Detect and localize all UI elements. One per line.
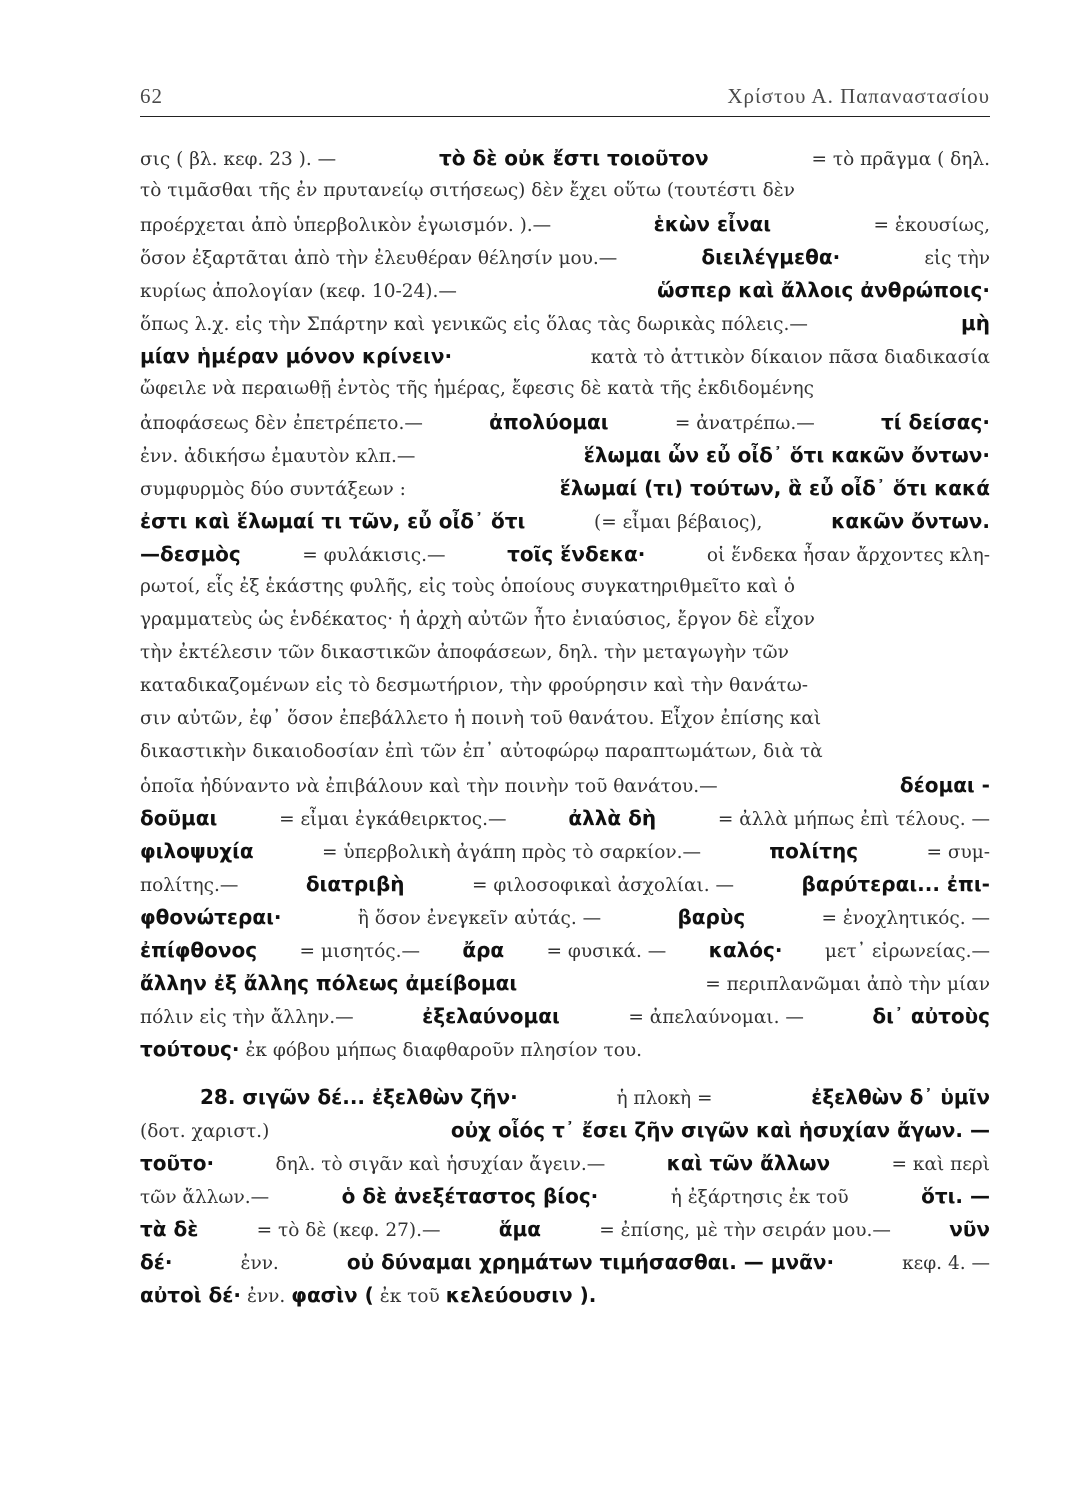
page-header xyxy=(140,82,990,112)
lemma-text: ἕλωμαί (τι) τούτων, ἃ εὖ οἶδ᾽ ὅτι κακά xyxy=(559,476,990,500)
gloss-text: κεφ. 4. — xyxy=(902,1253,990,1274)
gloss-text: = περιπλανῶμαι ἀπὸ τὴν μίαν xyxy=(705,974,990,995)
text-line xyxy=(140,142,990,174)
gloss-text: ὤφειλε νὰ περαιωθῇ ἐντὸς τῆς ἡμέρας, ἔφεσις δὲ κατὰ τῆς ἐκδιδομένης xyxy=(140,378,814,399)
gloss-text: = ἐνοχλητικός. — xyxy=(821,908,990,929)
lemma-text: ὥσπερ καὶ ἄλλοις ἀνθρώποις· xyxy=(657,278,990,302)
gloss-text: καταδικαζομένων εἰς τὸ δεσμωτήριον, τὴν φρούρησιν καὶ τὴν θανάτω- xyxy=(140,675,809,696)
gloss-text: σις ( βλ. κεφ. 23 ). — xyxy=(140,149,337,170)
page-number: 62 xyxy=(140,84,163,108)
lemma-text: τί δείσας· xyxy=(881,410,990,434)
lemma-text: 28. σιγῶν δέ... ἐξελθὼν ζῆν· xyxy=(200,1085,518,1109)
text-line xyxy=(140,703,990,735)
gloss-text: ὅσον ἐξαρτᾶται ἀπὸ τὴν ἐλευθέραν θέλησίν μου.— xyxy=(140,248,618,269)
gloss-text: ἐνν. ἀδικήσω ἐμαυτὸν κλπ.— xyxy=(140,446,416,467)
gloss-text: = φυλάκισις.— xyxy=(302,545,446,566)
text-line xyxy=(140,208,990,240)
text-line xyxy=(140,1147,990,1179)
gloss-text: = εἶμαι ἐγκάθειρκτος.— xyxy=(279,809,507,830)
lemma-text: δέ· xyxy=(140,1250,173,1274)
lemma-text: διατριβὴ xyxy=(305,872,405,896)
text-line xyxy=(140,835,990,867)
lemma-text: ἄρα xyxy=(462,938,505,962)
lemma-text: νῦν xyxy=(949,1217,990,1241)
lemma-text: ἀπολύομαι xyxy=(489,410,609,434)
lemma-text: ἐπίφθονος xyxy=(140,938,258,962)
gloss-text: = ἑκουσίως, xyxy=(873,215,990,236)
lemma-text: μὴ xyxy=(961,311,990,335)
lemma-text: ἐξελαύνομαι xyxy=(422,1004,560,1028)
gloss-text: ὁποῖα ἠδύναντο νὰ ἐπιβάλουν καὶ τὴν ποινὴν τοῦ θανάτου.— xyxy=(140,776,718,797)
gloss-text: = ὑπερβολικὴ ἀγάπη πρὸς τὸ σαρκίον.— xyxy=(321,842,701,863)
lemma-text: τοῦτο· xyxy=(140,1151,215,1175)
text-line xyxy=(140,1114,990,1146)
lemma-text: ἕλωμαι ὧν εὖ οἶδ᾽ ὅτι κακῶν ὄντων· xyxy=(583,443,990,467)
text-line xyxy=(140,670,990,702)
gloss-text: δηλ. τὸ σιγᾶν καὶ ἡσυχίαν ἄγειν.— xyxy=(275,1154,606,1175)
gloss-text: προέρχεται ἀπὸ ὑπερβολικὸν ἐγωισμόν. ).— xyxy=(140,215,552,236)
gloss-text: πολίτης.— xyxy=(140,875,239,896)
lemma-text: τὰ δὲ xyxy=(140,1217,199,1241)
gloss-text: κατὰ τὸ ἀττικὸν δίκαιον πᾶσα διαδικασία xyxy=(590,347,990,368)
gloss-text: = τὸ δὲ (κεφ. 27).— xyxy=(256,1220,441,1241)
gloss-text: = τὸ πρᾶγμα ( δηλ. xyxy=(811,149,990,170)
text-line xyxy=(140,373,990,405)
gloss-text: ἡ ἐξάρτησις ἐκ τοῦ xyxy=(670,1187,849,1208)
lemma-text: ἐξελθὼν δ᾽ ὑμῖν xyxy=(811,1085,990,1109)
gloss-text: = καὶ περὶ xyxy=(891,1154,990,1175)
lemma-text: οὐ δύναμαι χρημάτων τιμήσασθαι. — μνᾶν· xyxy=(346,1250,835,1274)
lemma-text: καὶ τῶν ἄλλων xyxy=(666,1151,831,1175)
gloss-text: = ἀλλὰ μήπως ἐπὶ τέλους. — xyxy=(717,809,990,830)
lemma-text: ἅμα xyxy=(498,1217,541,1241)
lemma-text: οὐχ οἷός τ᾽ ἔσει ζῆν σιγῶν καὶ ἡσυχίαν ἄγων. — xyxy=(450,1118,990,1142)
gloss-text: = ἀπελαύνομαι. — xyxy=(628,1007,804,1028)
gloss-text: = φυσικά. — xyxy=(546,941,667,962)
text-line xyxy=(140,406,990,438)
lemma-text: τούτους· xyxy=(140,1037,240,1061)
text-line xyxy=(140,868,990,900)
header-rule xyxy=(140,116,990,117)
gloss-text: ἢ ὅσον ἐνεγκεῖν αὐτάς. — xyxy=(357,908,602,929)
gloss-text: (= εἶμαι βέβαιος), xyxy=(594,512,763,533)
gloss-text: οἱ ἕνδεκα ἦσαν ἄρχοντες κλη- xyxy=(706,545,990,566)
text-line xyxy=(140,769,990,801)
gloss-text: = ἀνατρέπω.— xyxy=(674,413,815,434)
text-line xyxy=(140,934,990,966)
text-line xyxy=(140,241,990,273)
lemma-text: βαρὺς xyxy=(677,905,746,929)
gloss-text: τὸ τιμᾶσθαι τῆς ἐν πρυτανείῳ σιτήσεως) δὲν ἔχει οὕτω (τουτέστι δὲν xyxy=(140,180,795,201)
text-line xyxy=(140,637,990,669)
gloss-text: = ἐπίσης, μὲ τὴν σειράν μου.— xyxy=(599,1220,891,1241)
gloss-text: ὅπως λ.χ. εἰς τὴν Σπάρτην καὶ γενικῶς εἰς ὅλας τὰς δωρικὰς πόλεις.— xyxy=(140,314,808,335)
lemma-text: ἑκὼν εἶναι xyxy=(653,212,772,236)
lemma-text: διειλέγμεθα· xyxy=(701,245,841,269)
lemma-text: ἀλλὰ δὴ xyxy=(568,806,657,830)
lemma-text: δέομαι - xyxy=(899,773,990,797)
text-line xyxy=(140,736,990,768)
text-line xyxy=(140,1000,990,1032)
text-line xyxy=(140,604,990,636)
text-line xyxy=(140,340,990,372)
gloss-text: ἀποφάσεως δὲν ἐπετρέπετο.— xyxy=(140,413,423,434)
gloss-text: = φιλοσοφικαὶ ἀσχολίαι. — xyxy=(471,875,735,896)
lemma-text: —δεσμὸς xyxy=(140,542,241,566)
lemma-text: ἄλλην ἐξ ἄλλης πόλεως ἀμείβομαι xyxy=(140,971,518,995)
lemma-text: κακῶν ὄντων. xyxy=(831,509,990,533)
lemma-text: κελεύουσιν ). xyxy=(445,1283,597,1307)
running-title: Χρίστου Α. Παπαναστασίου xyxy=(727,84,990,108)
lemma-text: καλός· xyxy=(708,938,783,962)
text-line xyxy=(140,571,990,603)
text-line xyxy=(140,307,990,339)
gloss-text: δικαστικὴν δικαιοδοσίαν ἐπὶ τῶν ἐπ᾽ αὐτοφώρῳ παραπτωμάτων, διὰ τὰ xyxy=(140,741,823,762)
gloss-text: ἐνν. xyxy=(240,1253,279,1274)
gloss-text: ρωτοί, εἷς ἐξ ἑκάστης φυλῆς, εἰς τοὺς ὁποίους συγκατηριθμεῖτο καὶ ὁ xyxy=(140,576,795,597)
gloss-text: πόλιν εἰς τὴν ἄλλην.— xyxy=(140,1007,354,1028)
text-line xyxy=(140,1213,990,1245)
lemma-text: πολίτης xyxy=(769,839,859,863)
gloss-text: συμφυρμὸς δύο συντάξεων : xyxy=(140,479,406,500)
text-line xyxy=(140,472,990,504)
text-line xyxy=(140,967,990,999)
text-line xyxy=(140,1180,990,1212)
text-line xyxy=(140,439,990,471)
gloss-text: ἐκ φόβου μήπως διαφθαροῦν πλησίον του. xyxy=(245,1040,642,1061)
text-line xyxy=(140,538,990,570)
gloss-text: τῶν ἄλλων.— xyxy=(140,1187,270,1208)
text-line xyxy=(140,1279,990,1311)
lemma-text: ὅτι. — xyxy=(921,1184,990,1208)
gloss-text: τὴν ἐκτέλεσιν τῶν δικαστικῶν ἀποφάσεων, δηλ. τὴν μεταγωγὴν τῶν xyxy=(140,642,789,663)
gloss-text: ἡ πλοκὴ = xyxy=(616,1088,713,1109)
gloss-text: = συμ- xyxy=(926,842,990,863)
lemma-text: δοῦμαι xyxy=(140,806,218,830)
gloss-text: (δοτ. χαριστ.) xyxy=(140,1121,270,1142)
text-line xyxy=(140,1033,990,1065)
text-line xyxy=(140,505,990,537)
lemma-text: τοῖς ἕνδεκα· xyxy=(507,542,646,566)
text-line xyxy=(140,1246,990,1278)
lemma-text: φιλοψυχία xyxy=(140,839,254,863)
lemma-text: τὸ δὲ οὐκ ἔστι τοιοῦτον xyxy=(439,146,709,170)
lemma-text: βαρύτεραι... ἐπι- xyxy=(801,872,990,896)
gloss-text: γραμματεὺς ὡς ἑνδέκατος· ἡ ἀρχὴ αὐτῶν ἦτο ἐνιαύσιος, ἔργον δὲ εἶχον xyxy=(140,609,815,630)
lemma-text: φθονώτεραι· xyxy=(140,905,282,929)
lemma-text: μίαν ἡμέραν μόνον κρίνειν· xyxy=(140,344,453,368)
gloss-text: σιν αὐτῶν, ἐφ᾽ ὅσον ἐπεβάλλετο ἡ ποινὴ τοῦ θανάτου. Εἶχον ἐπίσης καὶ xyxy=(140,708,822,729)
gloss-text: = μισητός.— xyxy=(299,941,420,962)
gloss-text: εἰς τὴν xyxy=(924,248,990,269)
text-line xyxy=(140,802,990,834)
gloss-text: μετ᾽ εἰρωνείας.— xyxy=(824,941,990,962)
lemma-text: ὁ δὲ ἀνεξέταστος βίος· xyxy=(341,1184,599,1208)
text-line xyxy=(140,175,990,207)
gloss-text: κυρίως ἀπολογίαν (κεφ. 10-24).— xyxy=(140,281,457,302)
lemma-text: φασὶν ( xyxy=(291,1283,374,1307)
lemma-text: αὐτοὶ δέ· xyxy=(140,1283,241,1307)
text-line xyxy=(140,274,990,306)
gloss-text: ἐκ τοῦ xyxy=(379,1286,440,1307)
lemma-text: δι᾽ αὐτοὺς xyxy=(872,1004,990,1028)
text-line xyxy=(140,901,990,933)
gloss-text: ἐνν. xyxy=(246,1286,286,1307)
lemma-text: ἐστι καὶ ἕλωμαί τι τῶν, εὖ οἶδ᾽ ὅτι xyxy=(140,509,526,533)
text-line xyxy=(140,1081,990,1113)
